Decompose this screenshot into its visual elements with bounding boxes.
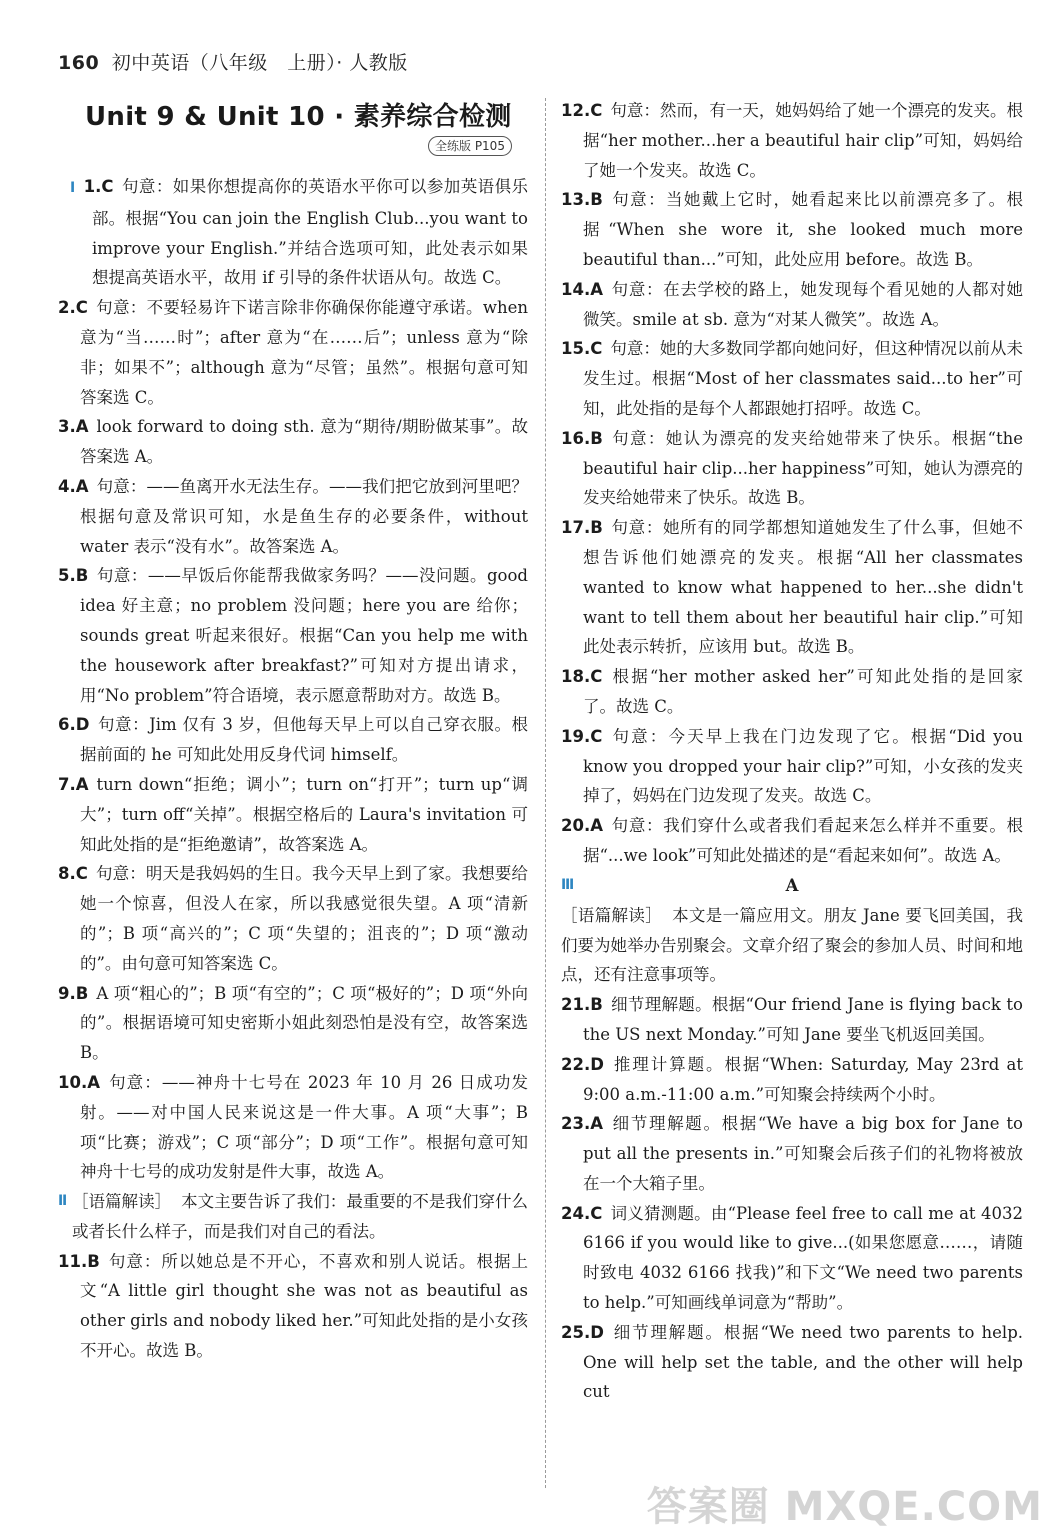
- answer-item: [58, 1247, 528, 1366]
- answer-item: [58, 412, 528, 472]
- section-iii-heading: [561, 871, 1023, 901]
- answer-number: 17.B: [561, 518, 603, 538]
- watermark-logo: 答案圈 MXQE.COM: [646, 1484, 1043, 1530]
- answer-text: 句意：她的大多数同学都向她问好，但这种情况以前从未发生过。根据“Most of her classmates said...to her”可知，此处指的是每个人都跟她打招呼。故选 C。: [583, 339, 1023, 418]
- answer-item: [58, 770, 528, 859]
- answer-number: 20.A: [561, 816, 603, 836]
- answer-item: [561, 662, 1023, 722]
- answer-number: 2.C: [58, 298, 88, 318]
- reading-summary-ii: [58, 1187, 528, 1247]
- answer-text: 细节理解题。根据“We have a big box for Jane to put all the presents in.”可知聚会后孩子们的礼物将被放在一个大箱子里。: [583, 1114, 1023, 1193]
- section-marker-ii: Ⅱ: [58, 1193, 68, 1210]
- answer-text: 根据“her mother asked her”可知此处指的是回家了。故选 C。: [583, 667, 1023, 716]
- answer-item: [561, 334, 1023, 423]
- answer-text: 句意：当她戴上它时，她看起来比以前漂亮多了。根据“When she wore it, she looked much more beautiful than...”可知，此处应用 before。故选 B。: [583, 190, 1023, 269]
- answer-item: [561, 722, 1023, 811]
- answer-item: [58, 979, 528, 1068]
- answer-item: [58, 172, 528, 293]
- answer-number: 3.A: [58, 417, 89, 437]
- answer-number: 9.B: [58, 983, 89, 1003]
- section-marker-i: Ⅰ: [70, 180, 76, 196]
- answer-text: 细节理解题。根据“Our friend Jane is flying back to the US next Monday.”可知 Jane 要坐飞机返回美国。: [583, 995, 1023, 1044]
- answer-text: 词义猜测题。由“Please feel free to call me at 4032 6166 if you would like to give...(如果您愿意……，请随时致电 4032 6166 找我)”和下文“We need two parents to help.”可知画线单词意为“帮助”。: [583, 1203, 1023, 1313]
- answer-text: 句意：——神舟十七号在 2023 年 10 月 26 日成功发射。——对中国人民来说这是一件大事。A 项“大事”；B 项“比赛；游戏”；C 项“部分”；D 项“工作”。根据句意可知神舟十七号的成功发射是件大事，故选 A。: [80, 1072, 528, 1182]
- section-marker-iii: Ⅲ: [561, 876, 575, 893]
- answer-item: [561, 811, 1023, 871]
- answer-number: 7.A: [58, 774, 89, 794]
- answer-text: 句意：Jim 仅有 3 岁，但他每天早上可以自己穿衣服。根据前面的 he 可知此处用反身代词 himself。: [80, 715, 528, 765]
- answer-number: 22.D: [561, 1054, 604, 1074]
- answer-text: turn down“拒绝；调小”；turn on“打开”；turn up“调大”；turn off“关掉”。根据空格后的 Laura's invitation 可知此处指的是“拒绝邀请”，故答案选 A。: [80, 774, 528, 854]
- answer-text: 句意：明天是我妈妈的生日。我今天早上到了家。我想要给她一个惊喜，但没人在家，所以我感觉很失望。A 项“清新的”；B 项“高兴的”；C 项“失望的；沮丧的”；D 项“激动的”。由句意可知答案选 C。: [80, 864, 528, 973]
- left-column: [58, 172, 528, 1366]
- answer-text: 句意：她所有的同学都想知道她发生了什么事，但她不想告诉他们她漂亮的发夹。根据“All her classmates wanted to know what happened to her...she didn't want to tell them about her beautiful hair clip.”可知此处表示转折，应该用 but。故选 B。: [583, 518, 1023, 657]
- answer-item: [561, 1050, 1023, 1110]
- answer-item: [58, 710, 528, 770]
- answer-number: 13.B: [561, 190, 603, 210]
- answer-item: [58, 1068, 528, 1187]
- answer-number: 25.D: [561, 1322, 604, 1342]
- answer-text: 句意：不要轻易许下诺言除非你确保你能遵守承诺。when 意为“当……时”；after 意为“在……后”；unless 意为“除非；如果不”；although 意为“尽管；虽然”。根据句意可知答案选 C。: [80, 298, 528, 407]
- answer-text: 句意：然而，有一天，她妈妈给了她一个漂亮的发夹。根据“her mother...her a beautiful hair clip”可知，妈妈给了她一个发夹。故选 C。: [583, 101, 1023, 180]
- book-title: 初中英语（八年级 上册）· 人教版: [111, 52, 408, 74]
- answer-number: 16.B: [561, 428, 603, 448]
- answer-text: 句意：她认为漂亮的发夹给她带来了快乐。根据“the beautiful hair clip...her happiness”可知，她认为漂亮的发夹给她带来了快乐。故选 B。: [583, 428, 1023, 508]
- section-title: Unit 9 & Unit 10 · 素养综合检测: [85, 102, 512, 132]
- answer-text: 句意：——鱼离开水无法生存。——我们把它放到河里吧？根据句意及常识可知，水是鱼生存的必要条件，without water 表示“没有水”。故答案选 A。: [80, 476, 528, 556]
- page-header: [58, 48, 408, 75]
- answer-number: 14.A: [561, 279, 603, 299]
- answer-item: [561, 424, 1023, 513]
- answer-item: [561, 990, 1023, 1050]
- answer-number: 24.C: [561, 1203, 603, 1223]
- answer-text: 句意：如果你想提高你的英语水平你可以参加英语俱乐部。根据“You can join the English Club...you want to improve your English.”并结合选项可知，此处表示如果想提高英语水平，故用 if 引导的条件状语从句。故选 C。: [92, 177, 529, 288]
- answer-text: 细节理解题。根据“We need two parents to help. One will help set the table, and the other will help cut: [583, 1322, 1023, 1402]
- answer-number: 15.C: [561, 339, 603, 359]
- answer-number: 8.C: [58, 864, 88, 884]
- answer-number: 1.C: [83, 177, 114, 196]
- answer-item: [58, 293, 528, 412]
- reference-badge: 全练版 P105: [428, 136, 512, 156]
- reading-tag: ［语篇解读］: [561, 905, 663, 925]
- answer-item: [561, 1109, 1023, 1198]
- answer-number: 10.A: [58, 1072, 100, 1092]
- right-column: [561, 96, 1023, 1407]
- reading-text: 本文主要告诉了我们：最重要的不是我们穿什么或者长什么样子，而是我们对自己的看法。: [72, 1192, 529, 1241]
- page-number: 160: [58, 52, 100, 74]
- reading-summary-iii: [561, 901, 1023, 990]
- answer-number: 18.C: [561, 667, 603, 687]
- answer-text: 句意：今天早上我在门边发现了它。根据“Did you know you dropped your hair clip?”可知，小女孩的发夹掉了，妈妈在门边发现了发夹。故选 C。: [583, 726, 1023, 806]
- answer-item: [561, 1199, 1023, 1318]
- answer-item: [561, 275, 1023, 335]
- answer-number: 23.A: [561, 1114, 603, 1134]
- answer-item: [58, 859, 528, 978]
- reading-text: 本文是一篇应用文。朋友 Jane 要飞回美国，我们要为她举办告别聚会。文章介绍了聚会的参加人员、时间和地点，还有注意事项等。: [561, 905, 1023, 985]
- answer-text: look forward to doing sth. 意为“期待/期盼做某事”。故答案选 A。: [80, 417, 528, 467]
- answer-number: 5.B: [58, 566, 89, 586]
- answer-item: [58, 561, 528, 710]
- answer-text: A 项“粗心的”；B 项“有空的”；C 项“极好的”；D 项“外向的”。根据语境可知史密斯小姐此刻恐怕是没有空，故答案选 B。: [80, 983, 528, 1063]
- answer-number: 11.B: [58, 1251, 100, 1271]
- reading-tag: ［语篇解读］: [72, 1192, 172, 1212]
- answer-number: 4.A: [58, 476, 89, 496]
- column-divider: [545, 98, 546, 1488]
- answer-item: [561, 513, 1023, 662]
- passage-letter: A: [785, 875, 799, 895]
- answer-text: 句意：在去学校的路上，她发现每个看见她的人都对她微笑。smile at sb. 意为“对某人微笑”。故选 A。: [583, 279, 1023, 329]
- answer-text: 句意：所以她总是不开心，不喜欢和别人说话。根据上文“A little girl thought she was not as beautiful as other girls and nobody liked her.”可知此处指的是小女孩不开心。故选 B。: [80, 1251, 528, 1361]
- answer-item: [561, 96, 1023, 185]
- answer-text: 句意：——早饭后你能帮我做家务吗？——没问题。good idea 好主意；no problem 没问题；here you are 给你；sounds great 听起来很好。根据“Can you help me with the housework after breakfast?”可知对方提出请求，用“No problem”符合语境，表示愿意帮助对方。故选 B。: [80, 566, 528, 705]
- answer-number: 21.B: [561, 995, 603, 1015]
- answer-text: 推理计算题。根据“When: Saturday, May 23rd at 9:00 a.m.-11:00 a.m.”可知聚会持续两个小时。: [583, 1054, 1023, 1104]
- answer-item: [58, 472, 528, 561]
- answer-number: 6.D: [58, 715, 90, 735]
- answer-item: [561, 185, 1023, 274]
- answer-number: 19.C: [561, 726, 603, 746]
- answer-text: 句意：我们穿什么或者我们看起来怎么样并不重要。根据“...we look”可知此处描述的是“看起来如何”。故选 A。: [583, 816, 1023, 865]
- answer-number: 12.C: [561, 101, 603, 120]
- answer-item: [561, 1318, 1023, 1407]
